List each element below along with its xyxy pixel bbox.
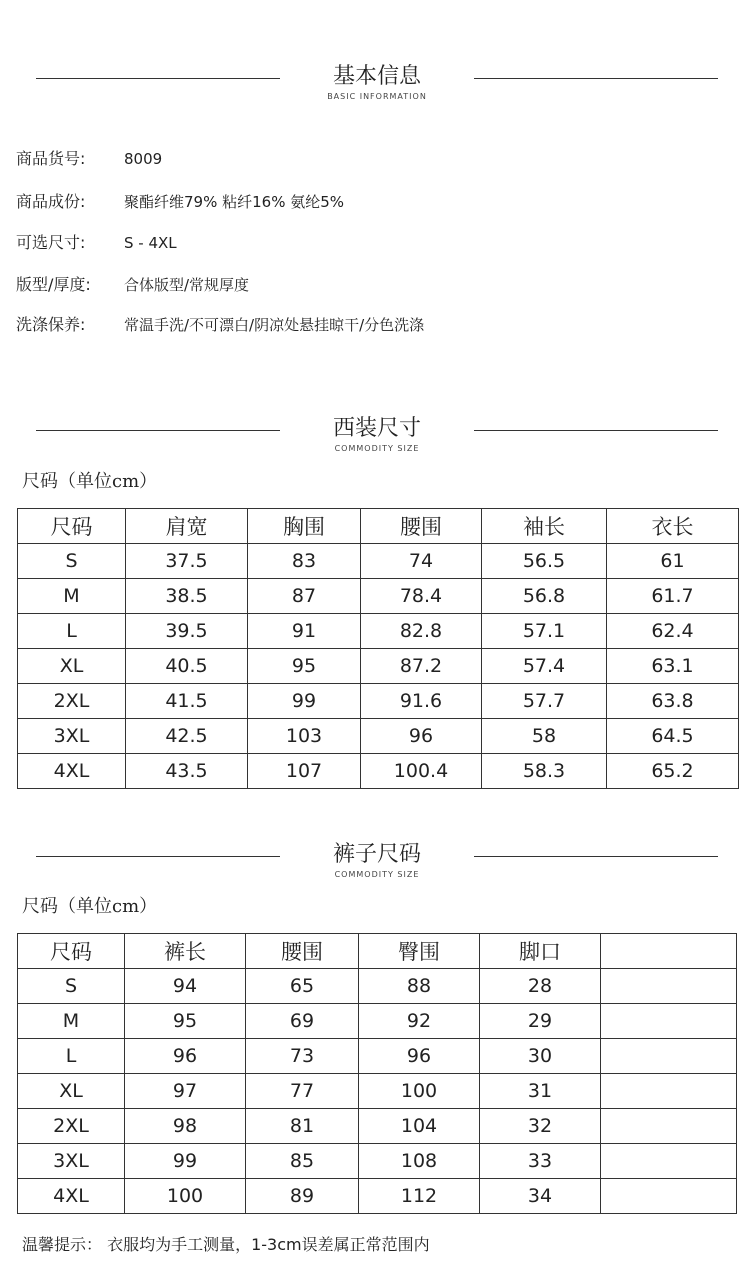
table-cell <box>601 1004 737 1039</box>
table-cell: 57.7 <box>482 684 607 719</box>
pants-unit-note: 尺码（单位cm） <box>22 896 158 917</box>
table-cell: M <box>18 579 126 614</box>
table-row <box>18 1179 737 1214</box>
info-label: 商品成份: <box>16 192 86 211</box>
table-cell: 61.7 <box>607 579 739 614</box>
table-cell: 95 <box>248 649 361 684</box>
table-cell: 100 <box>125 1179 246 1214</box>
header-cell: 尺码 <box>18 934 125 969</box>
table-cell: 89 <box>246 1179 359 1214</box>
table-cell: 88 <box>359 969 480 1004</box>
basic-info-header <box>0 64 750 114</box>
table-cell <box>601 969 737 1004</box>
table-cell: 3XL <box>18 719 126 754</box>
section-subtitle: COMMODITY SIZE <box>334 444 420 453</box>
table-cell: 81 <box>246 1109 359 1144</box>
header-cell: 腰围 <box>246 934 359 969</box>
table-cell: 2XL <box>18 1109 125 1144</box>
header-cell: 肩宽 <box>126 509 248 544</box>
table-header-row <box>18 934 737 969</box>
table-cell: 100.4 <box>361 754 482 789</box>
table-cell: 63.8 <box>607 684 739 719</box>
table-cell: 77 <box>246 1074 359 1109</box>
measurement-tip: 温馨提示： 衣服均为手工测量，1-3cm误差属正常范围内 <box>22 1235 430 1254</box>
table-cell: 98 <box>125 1109 246 1144</box>
info-value: 8009 <box>124 150 163 168</box>
table-cell: 87.2 <box>361 649 482 684</box>
pants-size-header <box>0 842 750 892</box>
table-cell: 103 <box>248 719 361 754</box>
table-cell: 33 <box>480 1144 601 1179</box>
table-cell: 69 <box>246 1004 359 1039</box>
table-cell: 2XL <box>18 684 126 719</box>
header-cell: 胸围 <box>248 509 361 544</box>
table-cell: 112 <box>359 1179 480 1214</box>
section-title: 西装尺寸 <box>332 416 421 441</box>
table-cell: 63.1 <box>607 649 739 684</box>
section-subtitle: BASIC INFORMATION <box>327 92 427 101</box>
table-cell: 104 <box>359 1109 480 1144</box>
info-label: 版型/厚度: <box>16 275 91 294</box>
table-row <box>18 1109 737 1144</box>
table-cell: 73 <box>246 1039 359 1074</box>
table-cell: 32 <box>480 1109 601 1144</box>
section-title: 裤子尺码 <box>332 842 421 867</box>
table-cell: 74 <box>361 544 482 579</box>
table-cell: XL <box>18 649 126 684</box>
table-cell <box>601 1144 737 1179</box>
table-cell: 56.5 <box>482 544 607 579</box>
table-cell: 37.5 <box>126 544 248 579</box>
table-cell: 96 <box>125 1039 246 1074</box>
table-row <box>18 1004 737 1039</box>
info-label: 可选尺寸: <box>16 233 86 252</box>
table-cell: 108 <box>359 1144 480 1179</box>
table-cell: L <box>18 614 126 649</box>
info-value: 合体版型/常规厚度 <box>124 276 250 294</box>
table-cell: 83 <box>248 544 361 579</box>
table-cell: 39.5 <box>126 614 248 649</box>
table-cell: 28 <box>480 969 601 1004</box>
table-cell: 43.5 <box>126 754 248 789</box>
table-cell: 64.5 <box>607 719 739 754</box>
table-cell: 94 <box>125 969 246 1004</box>
section-title: 基本信息 <box>332 64 421 89</box>
suit-size-header <box>0 416 750 466</box>
table-cell: 41.5 <box>126 684 248 719</box>
table-cell: 30 <box>480 1039 601 1074</box>
table-cell: S <box>18 544 126 579</box>
table-cell: 4XL <box>18 754 126 789</box>
header-divider-left <box>36 78 280 79</box>
info-label: 商品货号: <box>16 149 86 168</box>
table-row <box>18 1144 737 1179</box>
table-cell: 100 <box>359 1074 480 1109</box>
table-cell: 82.8 <box>361 614 482 649</box>
table-cell: 99 <box>125 1144 246 1179</box>
header-cell: 臀围 <box>359 934 480 969</box>
header-divider-right <box>474 78 718 79</box>
table-cell: 57.4 <box>482 649 607 684</box>
table-cell: 40.5 <box>126 649 248 684</box>
header-divider-left <box>36 430 280 431</box>
table-cell: 34 <box>480 1179 601 1214</box>
table-cell: 4XL <box>18 1179 125 1214</box>
table-row <box>18 719 739 754</box>
header-cell: 脚口 <box>480 934 601 969</box>
table-row <box>18 1074 737 1109</box>
table-cell: 58.3 <box>482 754 607 789</box>
table-cell: 87 <box>248 579 361 614</box>
table-cell: XL <box>18 1074 125 1109</box>
table-cell <box>601 1039 737 1074</box>
table-cell: 107 <box>248 754 361 789</box>
table-cell: 85 <box>246 1144 359 1179</box>
header-cell: 袖长 <box>482 509 607 544</box>
table-cell: 42.5 <box>126 719 248 754</box>
header-divider-left <box>36 856 280 857</box>
header-cell: 尺码 <box>18 509 126 544</box>
table-row <box>18 649 739 684</box>
table-row <box>18 614 739 649</box>
table-cell: 95 <box>125 1004 246 1039</box>
section-subtitle: COMMODITY SIZE <box>334 870 420 879</box>
header-cell: 衣长 <box>607 509 739 544</box>
header-cell: 裤长 <box>125 934 246 969</box>
table-cell: 97 <box>125 1074 246 1109</box>
pants-size-table <box>17 933 737 1214</box>
suit-unit-note: 尺码（单位cm） <box>22 471 158 492</box>
header-divider-right <box>474 856 718 857</box>
table-cell: S <box>18 969 125 1004</box>
table-row <box>18 684 739 719</box>
table-row <box>18 754 739 789</box>
info-label: 洗涤保养: <box>16 315 86 334</box>
header-cell <box>601 934 737 969</box>
table-cell: 57.1 <box>482 614 607 649</box>
table-cell: 31 <box>480 1074 601 1109</box>
header-divider-right <box>474 430 718 431</box>
table-cell: 65 <box>246 969 359 1004</box>
table-cell: 56.8 <box>482 579 607 614</box>
info-value: S - 4XL <box>124 234 177 252</box>
table-cell <box>601 1109 737 1144</box>
table-row <box>18 969 737 1004</box>
table-cell: 92 <box>359 1004 480 1039</box>
table-cell: 96 <box>359 1039 480 1074</box>
table-cell: 62.4 <box>607 614 739 649</box>
table-cell <box>601 1179 737 1214</box>
suit-size-table <box>17 508 739 789</box>
table-cell: 29 <box>480 1004 601 1039</box>
table-cell: 3XL <box>18 1144 125 1179</box>
info-value: 常温手洗/不可漂白/阴凉处悬挂晾干/分色洗涤 <box>124 316 425 334</box>
table-cell <box>601 1074 737 1109</box>
table-cell: 58 <box>482 719 607 754</box>
table-cell: 99 <box>248 684 361 719</box>
info-value: 聚酯纤维79% 粘纤16% 氨纶5% <box>124 193 345 211</box>
table-cell: L <box>18 1039 125 1074</box>
header-cell: 腰围 <box>361 509 482 544</box>
table-cell: 91 <box>248 614 361 649</box>
table-cell: 38.5 <box>126 579 248 614</box>
table-row <box>18 1039 737 1074</box>
table-cell: M <box>18 1004 125 1039</box>
table-cell: 96 <box>361 719 482 754</box>
table-cell: 65.2 <box>607 754 739 789</box>
table-row <box>18 579 739 614</box>
table-header-row <box>18 509 739 544</box>
table-cell: 91.6 <box>361 684 482 719</box>
table-row <box>18 544 739 579</box>
table-cell: 61 <box>607 544 739 579</box>
table-cell: 78.4 <box>361 579 482 614</box>
